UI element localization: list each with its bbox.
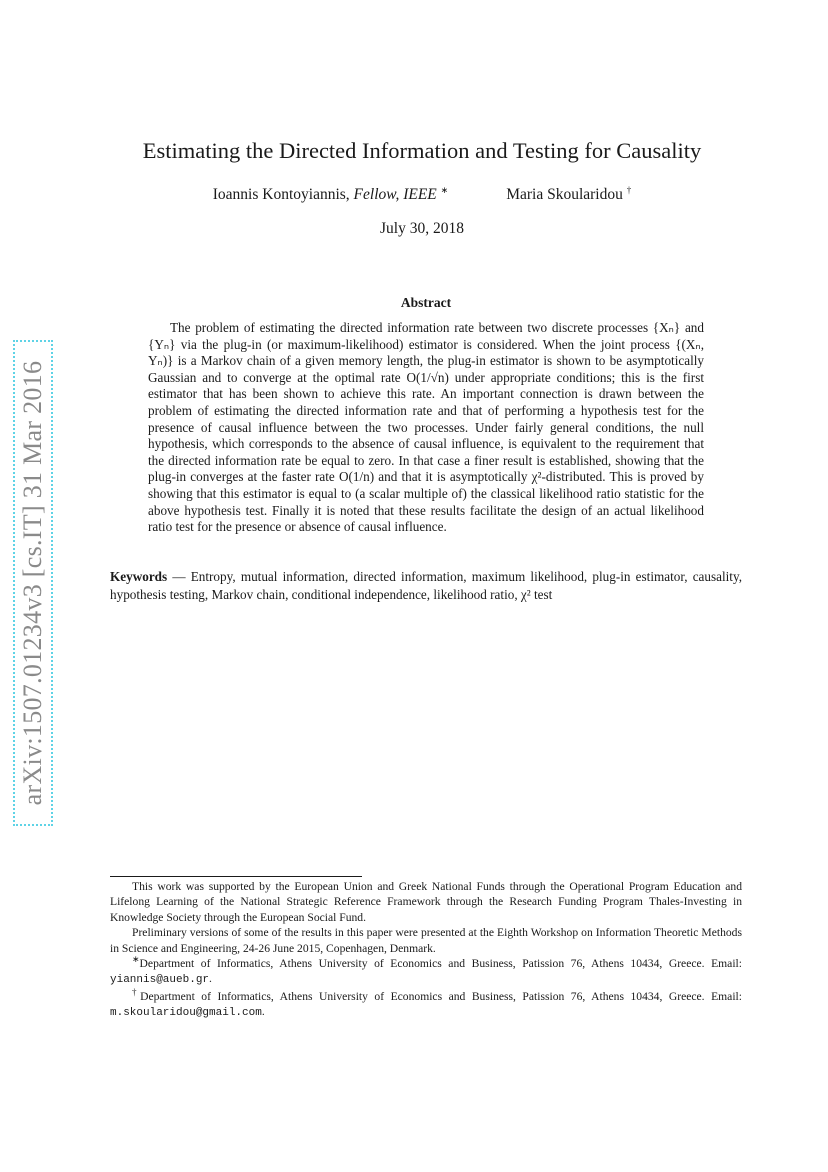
paper-date: July 30, 2018: [380, 220, 464, 237]
abstract-text: The problem of estimating the directed information rate between two discrete processes {Xₙ} and {Yₙ} via the plug-in (or maximum-likelihood) estimator is considered. When the joint process {(Xₙ, Yₙ)} is a Markov chain of a given memory length, the plug-in estimator is shown to be asymptotically Gaussian and to converge at the optimal rate O(1/√n) under appropriate conditions; this is the first estimator that has been shown to achieve this rate. An important connection is drawn between the problem of estimating the directed information rate and that of performing a hypothesis test for the presence of causal influence between the two processes. Under fairly general conditions, the null hypothesis, which corresponds to the absence of causal influence, is equivalent to the requirement that the directed information rate be equal to zero. In that case a finer result is established, showing that the plug-in converges at the faster rate O(1/n) and that it is asymptotically χ²-distributed. This is proved by showing that this estimator is equal to (a scalar multiple of) the classical likelihood ratio statistic for the above hypothesis test. Finally it is noted that these results facilitate the design of an actual likelihood ratio test for the presence or absence of causal influence.: [148, 320, 704, 535]
footnote-mark: ∗: [132, 954, 140, 965]
author2-email: m.skoularidou@gmail.com: [110, 1007, 262, 1020]
email-label: Email:: [711, 989, 742, 1003]
arxiv-stamp: [13, 340, 53, 826]
footnote-funding: This work was supported by the European Union and Greek National Funds through the Operational Program Education and Lifelong Learning of the National Strategic Reference Framework through the Research Funding Program Thales-Investing in Knowledge Society through the European Social Fund.: [110, 880, 742, 924]
paper-title: Estimating the Directed Information and Testing for Causality: [142, 138, 702, 163]
author-kontoyiannis: [213, 186, 448, 203]
author-line: [100, 186, 744, 204]
footnote-author1: [110, 956, 742, 989]
keywords-text: Entropy, mutual information, directed information, maximum likelihood, plug-in estimator, causality, hypothesis testing, Markov chain, conditional independence, likelihood ratio, χ² test: [110, 569, 743, 602]
author-name: Ioannis Kontoyiannis,: [212, 186, 350, 203]
author-affiliation: Fellow, IEEE: [353, 186, 437, 203]
footnote-author2: [110, 986, 742, 1022]
keywords-label: Keywords: [110, 569, 168, 584]
arxiv-identifier: arXiv:1507.01234v3 [cs.IT] 31 Mar 2016: [18, 360, 47, 806]
footnote-rule: [110, 876, 362, 877]
author-name: Maria Skoularidou: [506, 186, 623, 203]
footnote-affiliation: Department of Informatics, Athens University of Economics and Business, Patission 76, Athens 10434, Greece.: [140, 989, 705, 1003]
email-label: Email:: [711, 957, 742, 971]
keywords-separator: —: [167, 569, 191, 584]
footnotes: [110, 879, 742, 1022]
footnote-mark: ∗: [440, 184, 449, 195]
author1-email: yiannis@aueb.gr: [110, 974, 210, 987]
footnote-mark: †: [132, 986, 141, 997]
footnote-affiliation: Department of Informatics, Athens University of Economics and Business, Patission 76, Athens 10434, Greece.: [139, 957, 705, 971]
footnote-mark: †: [626, 184, 632, 195]
footnote-preliminary: Preliminary versions of some of the results in this paper were presented at the Eighth Workshop on Information Theoretic Methods in Science and Engineering, 24-26 June 2015, Copenhagen, Denmark.: [110, 926, 742, 955]
footnote-end: .: [209, 972, 212, 986]
keywords: [110, 568, 742, 604]
author-skoularidou: [506, 186, 631, 203]
abstract-heading: Abstract: [400, 295, 452, 310]
footnote-end: .: [261, 1005, 265, 1019]
